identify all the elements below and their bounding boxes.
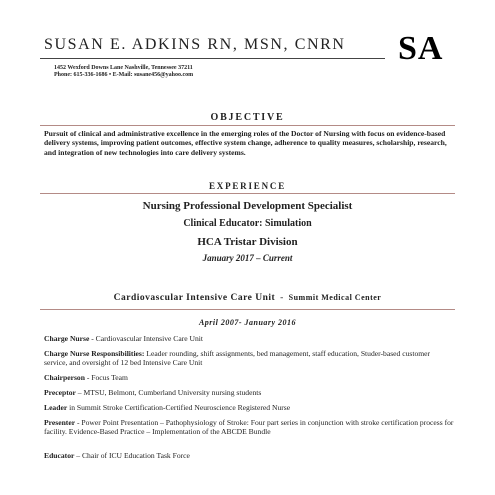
entry-label: Leader [44,403,68,412]
list-item [44,334,454,343]
entry-text: - Power Point Presentation – Pathophysiology of Stroke: Four part series in conjunction with stroke certification process for facility. Evidence-Based Practice – Implementation of the ABCDE Bundle [44,418,454,437]
unit-line [40,293,455,303]
list-item [44,388,454,397]
entry-label: Preceptor [44,388,76,397]
objective-heading: OBJECTIVE [210,112,285,123]
header-divider [40,58,385,59]
list-item [44,349,454,368]
unit-separator: - [280,293,284,303]
unit-dates: April 2007- January 2016 [198,318,297,327]
objective-divider [40,125,455,126]
entry-text: - Focus Team [84,373,128,382]
monogram-logo: SA [398,30,444,67]
entry-label: Educator [44,451,75,460]
address-line: 1452 Wexford Downs Lane Nashville, Tennessee 37211 [54,65,193,71]
entry-text: – MTSU, Belmont, Cumberland University nursing students [75,388,262,397]
entry-text: Leader rounding, shift assignments, bed management, staff education, Studer-based customer service, and oversight of 12 bed Intensive Care Unit [44,349,431,368]
list-item [44,403,454,412]
entry-label: Presenter [44,418,76,427]
experience-heading: EXPERIENCE [208,181,286,191]
unit-organization: Summit Medical Center [288,293,382,302]
list-item [44,451,454,460]
entry-text: – Chair of ICU Education Task Force [74,451,190,460]
position-organization: HCA Tristar Division [197,236,298,248]
contact-line: Phone: 615-336-1686 • E-Mail: susane456@yahoo.com [54,72,194,78]
experience-divider [40,193,455,194]
unit-divider [40,309,455,310]
entry-label: Charge Nurse Responsibilities: [44,349,145,358]
objective-text: Pursuit of clinical and administrative excellence in the emerging roles of the Doctor of Nursing with focus on evidence-based delivery systems, improving patient outcomes, effective system change, adherence to quality measures, scholarship, research, and integration of new technologies into care delivery systems. [44,129,447,157]
entry-text: in Summit Stroke Certification-Certified Neuroscience Registered Nurse [67,403,291,412]
unit-name: Cardiovascular Intensive Care Unit [113,293,276,303]
list-item [44,418,454,437]
position-subtitle: Clinical Educator: Simulation [183,218,312,229]
position-dates: January 2017 – Current [202,253,293,263]
entry-label: Chairperson [44,373,85,382]
entry-text: - Cardiovascular Intensive Care Unit [89,334,204,343]
position-title: Nursing Professional Development Specialist [142,200,353,212]
resume-name: SUSAN E. ADKINS RN, MSN, CNRN [44,36,346,53]
entry-label: Charge Nurse [44,334,90,343]
list-item [44,373,454,382]
